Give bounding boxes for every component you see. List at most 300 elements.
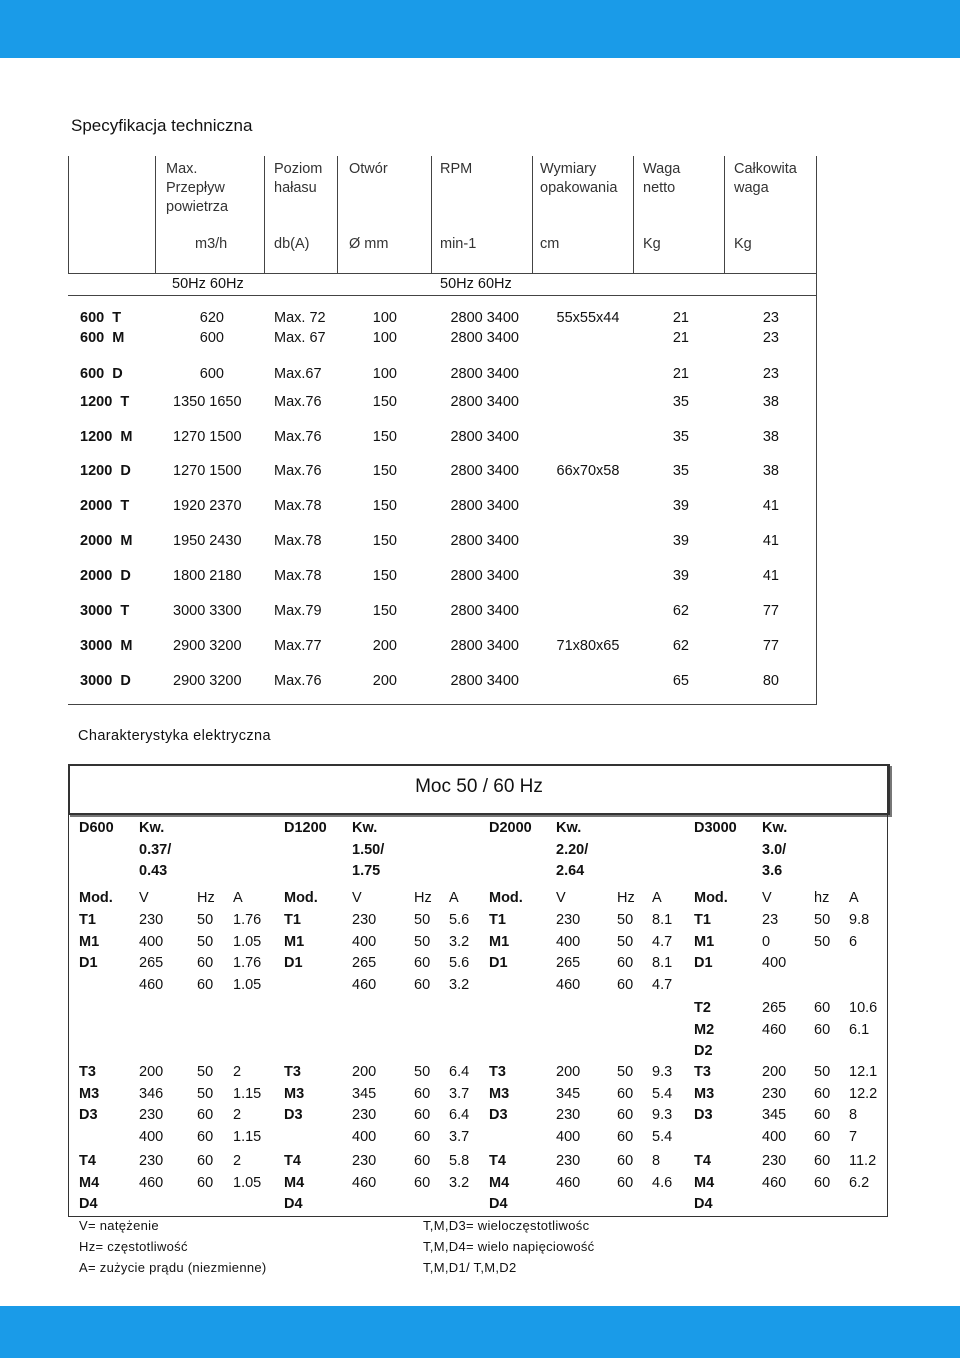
current: 1.15 — [233, 1128, 262, 1145]
table-border — [816, 156, 817, 704]
table-cell: 77 — [762, 638, 779, 654]
legend-item: V= natężenie — [79, 1218, 159, 1233]
table-cell: 62 — [672, 603, 689, 619]
table-cell: 200 — [372, 638, 397, 654]
elec-table-border — [887, 764, 888, 1217]
mod-code: T4 — [284, 1153, 301, 1169]
unit-label: db(A) — [274, 236, 310, 252]
table-border — [68, 273, 817, 274]
current: 8.1 — [652, 912, 673, 928]
unit-label: Kg — [734, 236, 752, 252]
table-cell: Max.78 — [274, 498, 322, 514]
mod-code: M3 — [79, 1085, 100, 1102]
table-cell: 35 — [672, 429, 689, 445]
frequency: 60 — [617, 976, 634, 993]
mod-code: D1 — [284, 955, 303, 971]
table-cell: 3000 3300 — [173, 603, 242, 619]
column-header: RPM — [440, 161, 473, 177]
table-border — [431, 156, 432, 273]
mod-code: M4 — [79, 1174, 100, 1191]
mod-code: T3 — [489, 1064, 506, 1080]
frequency: 50 — [414, 912, 431, 928]
table-cell: 150 — [372, 498, 397, 514]
current: 7 — [849, 1128, 858, 1145]
current: 8 — [849, 1107, 858, 1123]
voltage: 345 — [556, 1085, 581, 1102]
voltage: 460 — [762, 1174, 787, 1191]
legend-left — [79, 1215, 267, 1278]
voltage: 230 — [139, 1107, 164, 1123]
mod-code: D4 — [694, 1196, 713, 1212]
table-cell: 1950 2430 — [173, 533, 242, 549]
voltage: 345 — [352, 1085, 377, 1102]
col-header: V — [556, 890, 566, 906]
current: 3.7 — [449, 1128, 470, 1145]
current: 9.3 — [652, 1107, 673, 1123]
bottom-color-bar — [0, 1306, 960, 1358]
row-model: 3000 M — [80, 638, 133, 654]
voltage: 200 — [762, 1064, 787, 1080]
frequency: 60 — [414, 1153, 431, 1169]
col-header: V — [139, 890, 149, 906]
current: 3.7 — [449, 1085, 470, 1102]
current: 9.8 — [849, 912, 870, 928]
voltage: 230 — [352, 1107, 377, 1123]
table-cell: 39 — [672, 533, 689, 549]
current: 4.6 — [652, 1174, 673, 1191]
frequency: 60 — [414, 976, 431, 993]
voltage: 400 — [762, 955, 787, 971]
voltage: 230 — [556, 1153, 581, 1169]
mod-code: M4 — [489, 1174, 510, 1191]
voltage: 400 — [556, 1128, 581, 1145]
mod-code: D4 — [284, 1196, 303, 1212]
elec-table-border — [68, 764, 69, 1217]
frequency: 60 — [814, 1153, 831, 1169]
current: 6.2 — [849, 1174, 870, 1191]
voltage: 200 — [556, 1064, 581, 1080]
table-border — [264, 156, 265, 273]
column-header: Całkowita — [734, 161, 797, 177]
table-cell: 21 — [672, 310, 689, 326]
current: 2 — [233, 1064, 242, 1080]
table-cell: Max.76 — [274, 394, 322, 410]
table-cell: Max.76 — [274, 429, 322, 445]
current: 4.7 — [652, 933, 673, 950]
row-model: 3000 T — [80, 603, 130, 619]
mod-code: M4 — [284, 1174, 305, 1191]
power-header-box — [68, 764, 890, 815]
frequency: 60 — [617, 1128, 634, 1145]
mod-code: M3 — [284, 1085, 305, 1102]
frequency: 60 — [814, 1174, 831, 1191]
elec-title: Charakterystyka elektryczna — [78, 728, 271, 744]
voltage: 460 — [762, 1021, 787, 1038]
voltage: 460 — [556, 1174, 581, 1191]
current: 5.4 — [652, 1128, 673, 1145]
mod-code: M1 — [284, 933, 305, 950]
table-cell: 150 — [372, 394, 397, 410]
column-header: Max. — [166, 161, 198, 177]
table-cell: 150 — [372, 603, 397, 619]
mod-code: T4 — [489, 1153, 506, 1169]
table-cell: 200 — [372, 673, 397, 689]
col-header: Mod. — [284, 890, 318, 906]
kw-value: Kw. — [556, 820, 582, 836]
mod-code: D3 — [489, 1107, 508, 1123]
mod-code: D1 — [489, 955, 508, 971]
table-cell: 41 — [762, 498, 779, 514]
table-cell: 1920 2370 — [173, 498, 242, 514]
frequency: 60 — [814, 1021, 831, 1038]
column-header: Waga — [643, 161, 681, 177]
current: 8 — [652, 1153, 661, 1169]
current: 6.1 — [849, 1021, 870, 1038]
kw-value: 2.20/ — [556, 841, 589, 858]
voltage: 460 — [556, 976, 581, 993]
voltage: 0 — [762, 933, 771, 950]
voltage: 230 — [762, 1153, 787, 1169]
voltage: 23 — [762, 912, 779, 928]
frequency: 50 — [617, 912, 634, 928]
col-header: V — [352, 890, 362, 906]
voltage: 400 — [352, 1128, 377, 1145]
table-cell: 65 — [672, 673, 689, 689]
frequency: 60 — [197, 1128, 214, 1145]
table-border — [155, 156, 156, 273]
table-cell: 77 — [762, 603, 779, 619]
current: 2 — [233, 1107, 242, 1123]
table-cell: 23 — [762, 310, 779, 326]
table-cell: 2800 3400 — [450, 568, 519, 584]
current: 2 — [233, 1153, 242, 1169]
column-header: Otwór — [349, 161, 388, 177]
voltage: 460 — [139, 976, 164, 993]
frequency: 50 — [617, 933, 634, 950]
current: 5.4 — [652, 1085, 673, 1102]
table-cell: Max. 67 — [274, 330, 326, 346]
table-cell: 66x70x58 — [556, 463, 620, 479]
frequency: 60 — [814, 1107, 831, 1123]
col-header: V — [762, 890, 772, 906]
column-header: hałasu — [274, 180, 317, 196]
top-color-bar — [0, 0, 960, 58]
frequency: 50 — [197, 912, 214, 928]
mod-code: D4 — [489, 1196, 508, 1212]
col-header: A — [652, 890, 662, 906]
frequency: 60 — [617, 1107, 634, 1123]
spec-title: Specyfikacja techniczna — [71, 116, 253, 135]
frequency: 60 — [197, 1107, 214, 1123]
legend-item: T,M,D3= wieloczęstotliwośc — [423, 1218, 590, 1233]
table-cell: 1270 1500 — [173, 429, 242, 445]
block-model: D600 — [79, 820, 114, 836]
table-border — [68, 704, 817, 705]
mod-code: D3 — [694, 1107, 713, 1123]
table-cell: 80 — [762, 673, 779, 689]
current: 3.2 — [449, 976, 470, 993]
mod-code: M1 — [694, 933, 715, 950]
table-cell: 600 — [199, 330, 224, 346]
table-cell: 21 — [672, 366, 689, 382]
mod-code: T1 — [284, 912, 301, 928]
legend-right — [423, 1215, 594, 1278]
table-cell: 150 — [372, 429, 397, 445]
table-border — [633, 156, 634, 273]
current: 8.1 — [652, 955, 673, 971]
kw-value: Kw. — [762, 820, 788, 836]
table-cell: 71x80x65 — [556, 638, 620, 654]
table-cell: 23 — [762, 366, 779, 382]
mod-code: M1 — [489, 933, 510, 950]
table-cell: 21 — [672, 330, 689, 346]
current: 5.6 — [449, 955, 470, 971]
frequency: 60 — [197, 955, 214, 971]
kw-value: 0.37/ — [139, 841, 172, 858]
table-cell: 100 — [372, 366, 397, 382]
table-cell: 100 — [372, 310, 397, 326]
voltage: 346 — [139, 1085, 164, 1102]
table-cell: 150 — [372, 568, 397, 584]
mod-code: M3 — [694, 1085, 715, 1102]
table-cell: 2800 3400 — [450, 533, 519, 549]
current: 6 — [849, 933, 858, 950]
legend-item: T,M,D1/ T,M,D2 — [423, 1260, 517, 1275]
kw-value: Kw. — [139, 820, 165, 836]
frequency: 60 — [414, 1085, 431, 1102]
table-border — [68, 295, 817, 296]
frequency: 60 — [197, 1174, 214, 1191]
table-cell: 1270 1500 — [173, 463, 242, 479]
current: 11.2 — [849, 1153, 877, 1169]
frequency: 60 — [814, 1085, 831, 1102]
power-header-title: Moc 50 / 60 Hz — [415, 776, 543, 797]
mod-code: T4 — [694, 1153, 711, 1169]
frequency: 60 — [814, 1000, 831, 1016]
legend-item: Hz= częstotliwość — [79, 1239, 188, 1254]
unit-label: m3/h — [195, 236, 228, 252]
table-cell: 2800 3400 — [450, 498, 519, 514]
table-cell: 1800 2180 — [173, 568, 242, 584]
table-cell: 620 — [199, 310, 224, 326]
voltage: 460 — [352, 1174, 377, 1191]
mod-code: M4 — [694, 1174, 715, 1191]
table-cell: 38 — [762, 429, 779, 445]
row-model: 2000 T — [80, 498, 130, 514]
voltage: 400 — [352, 933, 377, 950]
kw-value: 0.43 — [139, 863, 168, 879]
freq-label: 50Hz 60Hz — [440, 276, 512, 292]
table-cell: 62 — [672, 638, 689, 654]
table-cell: 2900 3200 — [173, 638, 242, 654]
kw-value: 2.64 — [556, 863, 585, 879]
voltage: 400 — [139, 1128, 164, 1145]
current: 3.2 — [449, 1174, 470, 1191]
row-model: 1200 M — [80, 429, 133, 445]
table-cell: 2800 3400 — [450, 310, 519, 326]
frequency: 50 — [197, 933, 214, 950]
mod-code: D3 — [79, 1107, 98, 1123]
voltage: 230 — [556, 1107, 581, 1123]
kw-value: Kw. — [352, 820, 378, 836]
table-cell: 2800 3400 — [450, 394, 519, 410]
table-cell: 41 — [762, 533, 779, 549]
column-header: netto — [643, 180, 676, 196]
frequency: 50 — [197, 1064, 214, 1080]
voltage: 230 — [139, 912, 164, 928]
table-cell: 2800 3400 — [450, 330, 519, 346]
row-model: 2000 M — [80, 533, 133, 549]
row-model: 600 T — [80, 310, 122, 326]
table-cell: Max. 72 — [274, 310, 326, 326]
table-cell: 38 — [762, 463, 779, 479]
current: 12.1 — [849, 1064, 878, 1080]
mod-code: T1 — [79, 912, 96, 928]
current: 9.3 — [652, 1064, 673, 1080]
table-cell: Max.79 — [274, 603, 322, 619]
column-header: waga — [734, 180, 769, 196]
voltage: 345 — [762, 1107, 787, 1123]
current: 1.05 — [233, 976, 262, 993]
current: 1.76 — [233, 912, 262, 928]
table-cell: 23 — [762, 330, 779, 346]
column-header: powietrza — [166, 199, 229, 215]
kw-value: 1.50/ — [352, 841, 385, 858]
current: 6.4 — [449, 1064, 470, 1080]
kw-value: 3.6 — [762, 863, 783, 879]
legend-item: A= zużycie prądu (niezmienne) — [79, 1260, 267, 1275]
frequency: 50 — [414, 933, 431, 950]
unit-label: cm — [540, 236, 560, 252]
current: 1.05 — [233, 1174, 262, 1191]
row-model: 1200 D — [80, 463, 131, 479]
freq-label: 50Hz 60Hz — [172, 276, 244, 292]
table-cell: Max.77 — [274, 638, 322, 654]
mod-code: D2 — [694, 1043, 713, 1059]
mod-code: M1 — [79, 933, 100, 950]
table-cell: 35 — [672, 463, 689, 479]
mod-code: M2 — [694, 1021, 715, 1038]
col-header: hz — [814, 890, 830, 906]
voltage: 230 — [762, 1085, 787, 1102]
voltage: 400 — [762, 1128, 787, 1145]
voltage: 460 — [139, 1174, 164, 1191]
frequency: 60 — [197, 976, 214, 993]
current: 6.4 — [449, 1107, 470, 1123]
table-cell: 2800 3400 — [450, 463, 519, 479]
frequency: 50 — [617, 1064, 634, 1080]
voltage: 400 — [139, 933, 164, 950]
table-cell: Max.78 — [274, 568, 322, 584]
current: 10.6 — [849, 1000, 878, 1016]
table-cell: 39 — [672, 568, 689, 584]
column-header: opakowania — [540, 180, 618, 196]
mod-code: T3 — [284, 1064, 301, 1080]
col-header: Hz — [197, 890, 215, 906]
voltage: 265 — [556, 955, 581, 971]
table-cell: 150 — [372, 533, 397, 549]
frequency: 60 — [414, 955, 431, 971]
table-cell: 2800 3400 — [450, 673, 519, 689]
frequency: 50 — [414, 1064, 431, 1080]
mod-code: D1 — [694, 955, 713, 971]
col-header: A — [449, 890, 459, 906]
col-header: Hz — [414, 890, 432, 906]
table-cell: 38 — [762, 394, 779, 410]
col-header: Mod. — [489, 890, 523, 906]
frequency: 50 — [197, 1085, 214, 1102]
column-header: Przepływ — [166, 180, 225, 196]
voltage: 460 — [352, 976, 377, 993]
voltage: 265 — [762, 1000, 787, 1016]
table-cell: 2800 3400 — [450, 638, 519, 654]
kw-value: 1.75 — [352, 863, 381, 879]
current: 1.15 — [233, 1085, 262, 1102]
table-cell: Max.67 — [274, 366, 322, 382]
voltage: 230 — [556, 912, 581, 928]
col-header: A — [849, 890, 859, 906]
table-cell: 39 — [672, 498, 689, 514]
table-cell: 600 — [199, 366, 224, 382]
voltage: 200 — [139, 1064, 164, 1080]
voltage: 230 — [352, 912, 377, 928]
table-cell: Max.76 — [274, 673, 322, 689]
table-cell: 2800 3400 — [450, 366, 519, 382]
current: 1.05 — [233, 933, 262, 950]
table-border — [724, 156, 725, 273]
block-model: D2000 — [489, 820, 532, 836]
mod-code: T3 — [79, 1064, 96, 1080]
mod-code: D4 — [79, 1196, 98, 1212]
frequency: 60 — [414, 1174, 431, 1191]
mod-code: T4 — [79, 1153, 96, 1169]
col-header: Hz — [617, 890, 635, 906]
row-model: 600 M — [80, 330, 125, 346]
current: 1.76 — [233, 955, 262, 971]
current: 5.6 — [449, 912, 470, 928]
row-model: 2000 D — [80, 568, 131, 584]
frequency: 50 — [814, 1064, 831, 1080]
table-cell: 150 — [372, 463, 397, 479]
legend-item: T,M,D4= wielo napięciowość — [423, 1239, 595, 1254]
current: 5.8 — [449, 1153, 470, 1169]
frequency: 60 — [814, 1128, 831, 1145]
voltage: 230 — [139, 1153, 164, 1169]
voltage: 200 — [352, 1064, 377, 1080]
unit-label: Kg — [643, 236, 661, 252]
table-cell: 2900 3200 — [173, 673, 242, 689]
voltage: 265 — [352, 955, 377, 971]
mod-code: D1 — [79, 955, 98, 971]
mod-code: T3 — [694, 1064, 711, 1080]
table-cell: Max.78 — [274, 533, 322, 549]
block-model: D1200 — [284, 820, 327, 836]
mod-code: T1 — [694, 912, 711, 928]
unit-label: Ø mm — [349, 236, 389, 252]
col-header: Mod. — [694, 890, 728, 906]
table-cell: 1350 1650 — [173, 394, 242, 410]
table-cell: 55x55x44 — [556, 310, 620, 326]
block-model: D3000 — [694, 820, 737, 836]
frequency: 50 — [814, 912, 831, 928]
table-cell: 100 — [372, 330, 397, 346]
mod-code: T1 — [489, 912, 506, 928]
table-border — [337, 156, 338, 273]
unit-label: min-1 — [440, 236, 477, 252]
mod-code: D3 — [284, 1107, 303, 1123]
table-cell: 2800 3400 — [450, 429, 519, 445]
current: 4.7 — [652, 976, 673, 993]
